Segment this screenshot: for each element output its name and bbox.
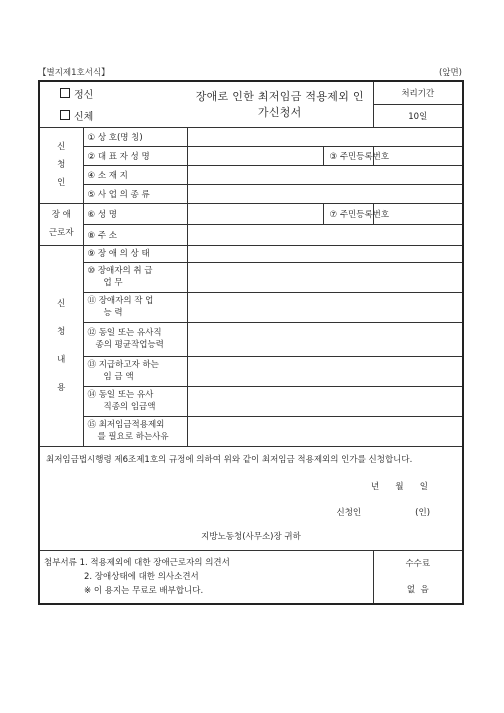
business-address-label: ④ 소 재 지	[83, 165, 187, 184]
fee-value: 없 음	[406, 584, 429, 595]
attachment-item-2: 2. 장애상태에 대한 의사소견서	[84, 571, 199, 582]
option-physical[interactable]: 신체	[60, 104, 183, 126]
checkbox-icon[interactable]	[60, 88, 70, 98]
content-section-label: 신 청 내 용	[39, 245, 83, 446]
checkbox-icon[interactable]	[60, 110, 70, 120]
page-side-label: (앞면)	[438, 68, 462, 78]
disability-status-label: ⑨ 장 애 의 상 태	[83, 245, 187, 262]
representative-name-field[interactable]	[187, 146, 323, 165]
worker-address-field[interactable]	[187, 224, 463, 245]
worker-name-field[interactable]	[187, 203, 323, 224]
attachments-label: 첨부서류	[44, 557, 77, 568]
worker-section-label: 장 애 근로자	[39, 203, 83, 245]
intended-wage-label: ⑬ 지급하고자 하는 임 금 액	[83, 356, 187, 386]
exemption-reason-field[interactable]	[187, 416, 463, 446]
worker-name-label: ⑥ 성 명	[83, 203, 187, 224]
statement-block	[39, 446, 463, 550]
attachment-item-1: 1. 적용제외에 대한 장애근로자의 의견서	[79, 557, 230, 568]
processing-period-label: 처리기간	[373, 81, 463, 104]
exemption-reason-label: ⑮ 최저임금적용제외 를 필요로 하는사유	[83, 416, 187, 446]
representative-name-label: ② 대 표 자 성 명	[83, 146, 187, 165]
intended-wage-field[interactable]	[187, 356, 463, 386]
representative-id-label: ③ 주민등록번호	[323, 146, 373, 165]
form-title: 장애로 인한 최저임금 적용제외 인가신청서	[187, 81, 373, 127]
disability-status-field[interactable]	[187, 245, 463, 262]
comparable-wage-label: ⑭ 동일 또는 유사 직종의 임금액	[83, 386, 187, 416]
average-ability-field[interactable]	[187, 322, 463, 356]
worker-id-label: ⑦ 주민등록번호	[323, 203, 373, 224]
fee-block	[373, 550, 463, 604]
applicant-signature-line: 신청인 (인)	[336, 507, 431, 518]
attachments-block	[39, 550, 373, 604]
free-form-note: ※ 이 용지는 무료로 배부합니다.	[84, 585, 204, 596]
assigned-duties-field[interactable]	[187, 262, 463, 292]
assigned-duties-label: ⑩ 장애자의 취 급 업 무	[83, 262, 187, 292]
disability-type-options	[39, 81, 187, 127]
applicant-section-label: 신 청 인	[39, 127, 83, 203]
business-type-label: ⑤ 사 업 의 종 류	[83, 184, 187, 203]
addressee-line: 지방노동청(사무소)장 귀하	[201, 531, 301, 542]
date-line: 년 월 일	[370, 481, 429, 492]
form-number: 【별지제1호서식】	[38, 68, 110, 78]
work-ability-label: ⑪ 장애자의 작 업 능 력	[83, 292, 187, 322]
business-address-field[interactable]	[187, 165, 463, 184]
average-ability-label: ⑫ 동일 또는 유사직 종의 평균작업능력	[83, 322, 187, 356]
business-type-field[interactable]	[187, 184, 463, 203]
business-name-field[interactable]	[187, 127, 463, 146]
option-mental[interactable]: 정신	[60, 82, 183, 104]
processing-period-value: 10일	[373, 104, 463, 127]
application-form	[38, 80, 464, 605]
worker-address-label: ⑧ 주 소	[83, 224, 187, 245]
business-name-label: ① 상 호(명 칭)	[83, 127, 187, 146]
statement-text: 최저임금법시행령 제6조제1호의 규정에 의하여 위와 같이 최저임금 적용제외의 인가를 신청합니다.	[46, 454, 413, 465]
work-ability-field[interactable]	[187, 292, 463, 322]
comparable-wage-field[interactable]	[187, 386, 463, 416]
fee-label: 수수료	[405, 558, 431, 569]
